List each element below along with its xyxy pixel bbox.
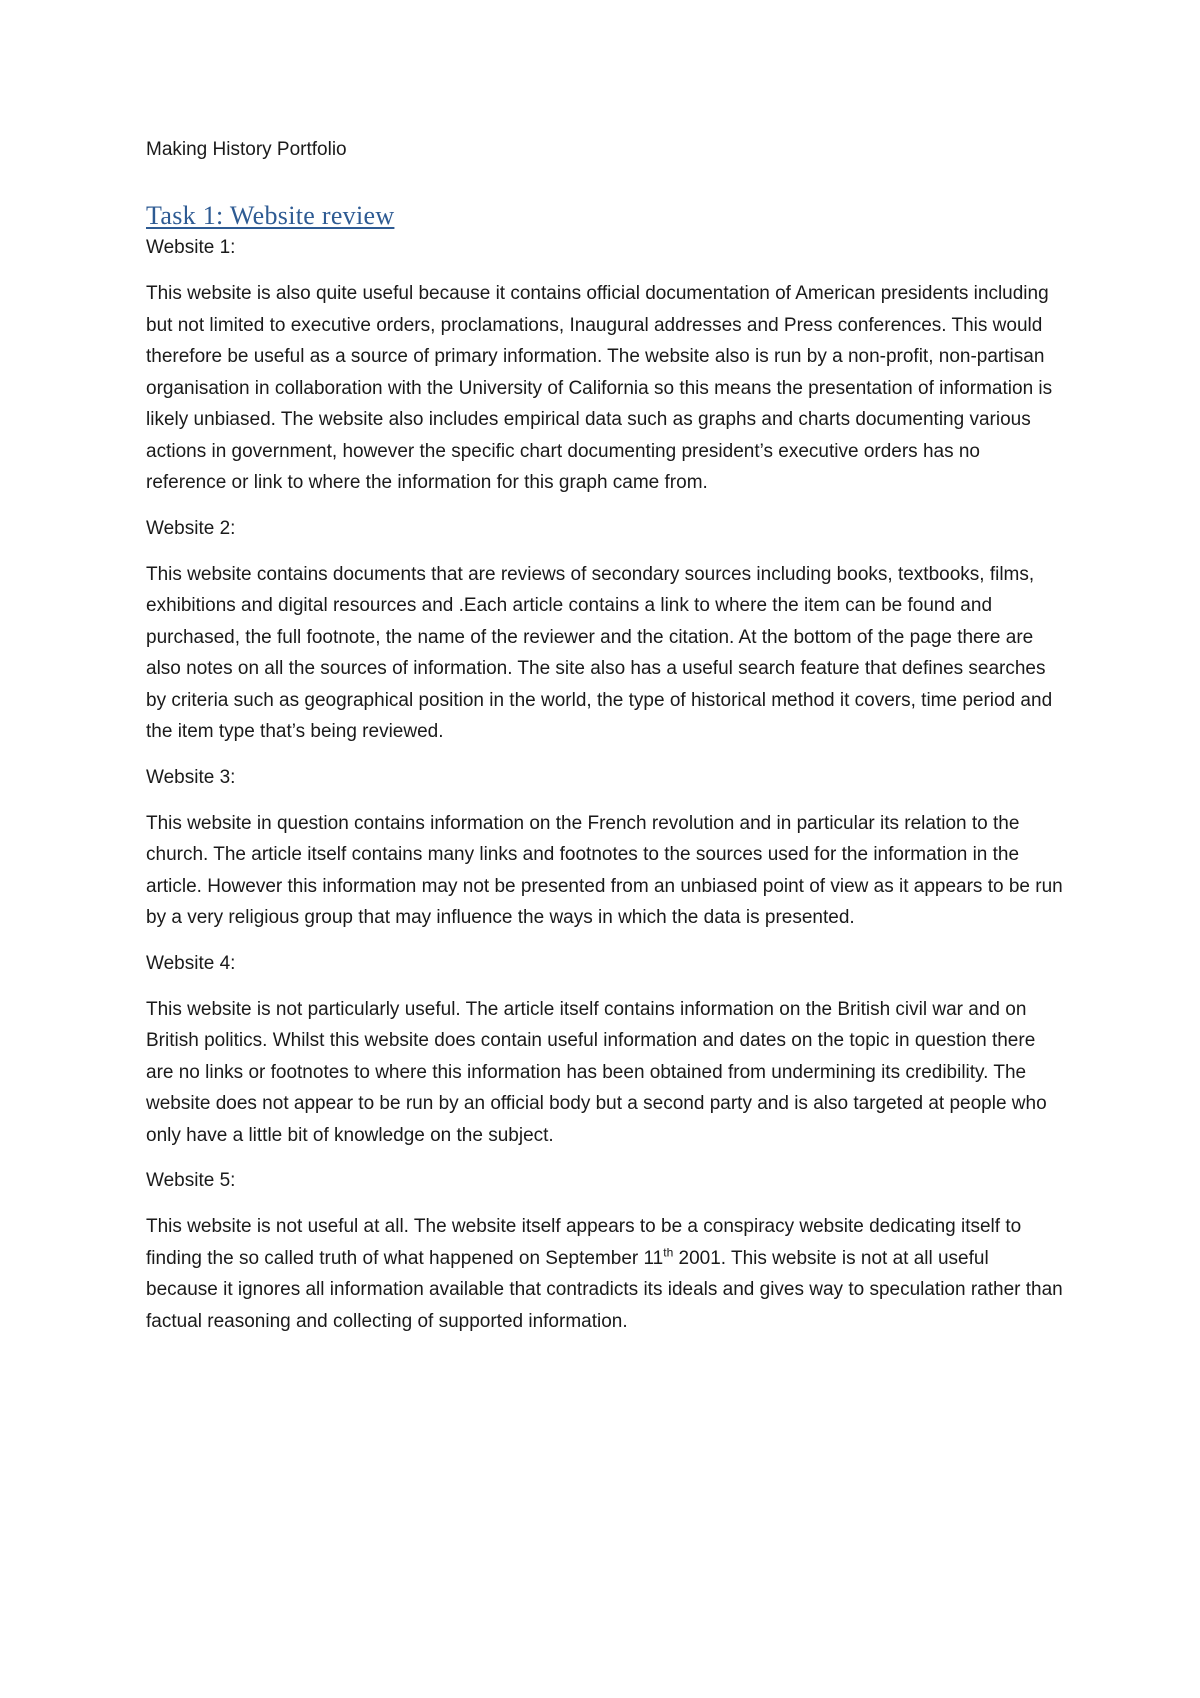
website-section-1 <box>146 236 1064 499</box>
document-title: Making History Portfolio <box>146 139 347 160</box>
website-label: Website 1: <box>146 237 236 258</box>
website-review-paragraph: This website contains documents that are reviews of secondary sources including books, textbooks, films, exhibitions and digital resources and .Each article contains a link to where the item can be found and purchased, the full footnote, the name of the reviewer and the citation. At the bottom of the page there are also notes on all the sources of information. The site also has a useful search feature that defines searches by criteria such as geographical position in the world, the type of historical method it covers, time period and the item type that’s being reviewed. <box>146 563 1053 742</box>
website-review-paragraph: This website in question contains information on the French revolution and in particular its relation to the church. The article itself contains many links and footnotes to the sources used for the information in the article. However this information may not be presented from an unbiased point of view as it appears to be run by a very religious group that may influence the ways in which the data is presented. <box>146 812 1063 928</box>
website-section-2 <box>146 517 1064 748</box>
paragraph-text-after: 2001. This website is not at all useful because it ignores all information available that contradicts its ideals and gives way to speculation rather than factual reasoning and collecting of supported information. <box>146 1247 1063 1332</box>
website-label: Website 4: <box>146 952 236 974</box>
website-review-paragraph: This website is also quite useful because it contains official documentation of American presidents including but not limited to executive orders, proclamations, Inaugural addresses and Press conferences. This would therefore be useful as a source of primary information. The website also is run by a non-profit, non-partisan organisation in collaboration with the University of California so this means the presentation of information is likely unbiased. The website also includes empirical data such as graphs and charts documenting various actions in government, however the specific chart documenting president’s executive orders has no reference or link to where the information for this graph came from. <box>146 283 1053 493</box>
paragraph-text-before: This website is not useful at all. The website itself appears to be a conspiracy website dedicating itself to finding the so called truth of what happened on September 11 <box>146 1216 1022 1269</box>
ordinal-superscript: th <box>663 1245 674 1260</box>
task-heading: Task 1: Website review <box>146 201 395 230</box>
website-label: Website 2: <box>146 517 236 539</box>
website-label: Website 5: <box>146 1170 236 1191</box>
document-body <box>146 138 1064 1337</box>
website-section-3 <box>146 766 1064 934</box>
website-review-paragraph: This website is not particularly useful. The article itself contains information on the British civil war and on British politics. Whilst this website does contain useful information and dates on the topic in question there are no links or footnotes to where this information has been obtained from undermining its credibility. The website does not appear to be run by an official body but a second party and is also targeted at people who only have a little bit of knowledge on the subject. <box>146 998 1047 1146</box>
website-section-4 <box>146 952 1064 1152</box>
website-section-5 <box>146 1169 1064 1337</box>
website-review-paragraph <box>146 1211 1064 1337</box>
website-label: Website 3: <box>146 766 236 788</box>
